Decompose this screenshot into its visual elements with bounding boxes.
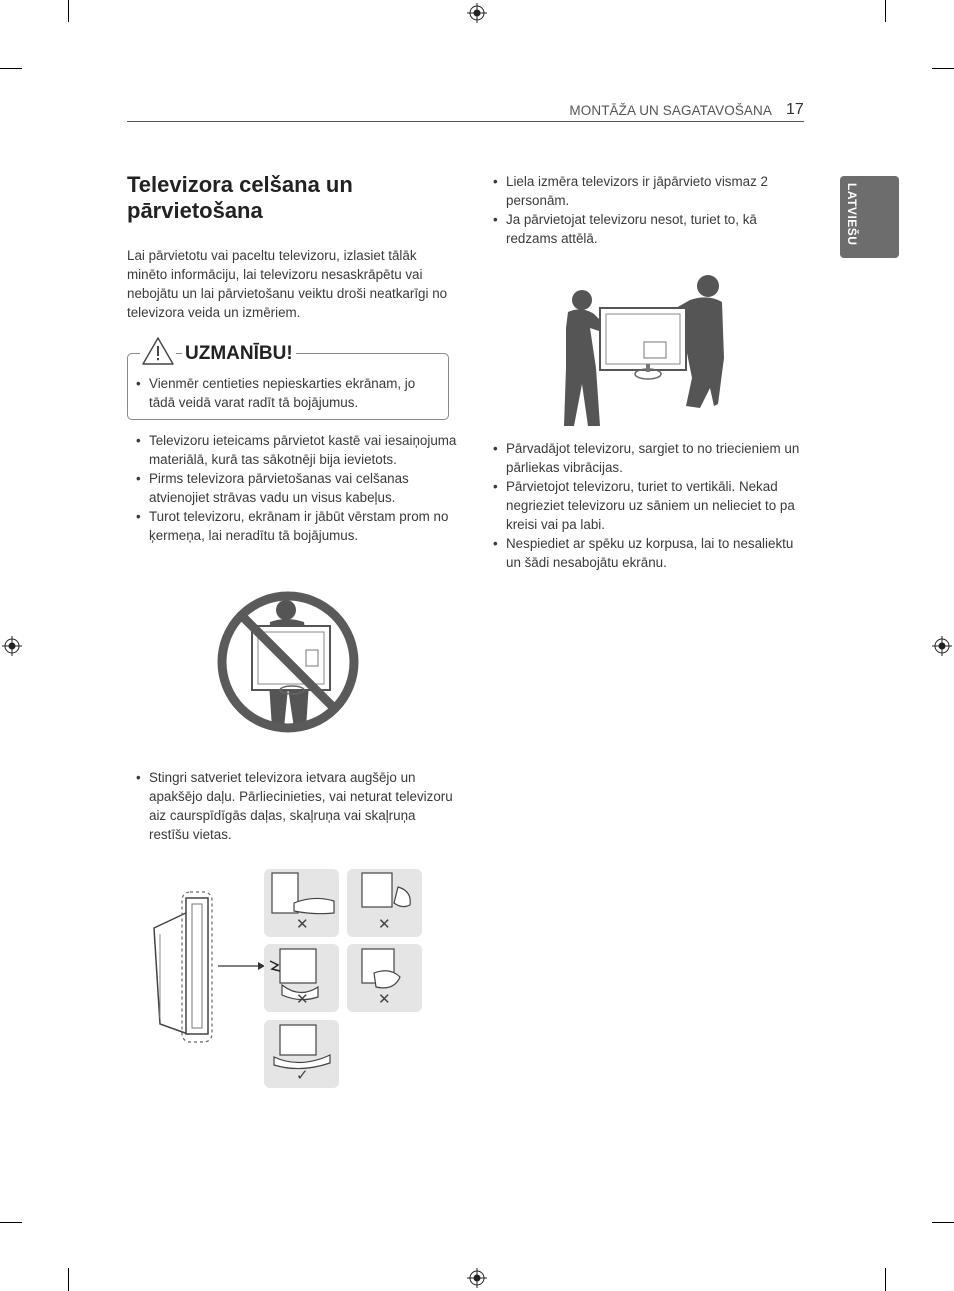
tv-side-view-illustration: [148, 888, 266, 1048]
list-item: • Pārvadājot televizoru, sargiet to no triecieniem un pārliekas vibrācijas.: [493, 441, 800, 475]
bullet-dot: •: [493, 479, 498, 494]
registration-mark-icon: [932, 636, 952, 656]
bullet-dot: •: [493, 174, 498, 189]
two-person-carry-illustration: [560, 268, 728, 430]
bullet-dot: •: [136, 509, 141, 524]
crop-mark: [0, 68, 22, 69]
bullet-dot: •: [136, 433, 141, 448]
crop-mark: [0, 1222, 22, 1223]
running-header: MONTĀŽA UN SAGATAVOŠANA: [569, 103, 772, 118]
registration-mark-icon: [467, 3, 487, 23]
left-bullet-list: [127, 431, 457, 545]
caution-list: [127, 374, 439, 412]
incorrect-mark-icon: ✕: [378, 916, 391, 933]
list-item: • Vienmēr centieties nepieskarties ekrānam, jo tādā veidā varat radīt tā bojājumus.: [136, 376, 416, 410]
bullet-dot: •: [493, 536, 498, 551]
bullet-dot: •: [136, 770, 141, 785]
bullet-dot: •: [136, 376, 141, 391]
incorrect-mark-icon: ✕: [296, 916, 309, 933]
list-item: • Pārvietojot televizoru, turiet to vertikāli. Nekad negrieziet televizoru uz sāniem un nelieciet to pa kreisi vai pa labi.: [493, 479, 795, 532]
caution-title: UZMANĪBU!: [182, 343, 296, 365]
prohibited-carry-illustration: [214, 588, 362, 736]
section-title: Televizora celšana un pārvietošana: [127, 172, 353, 223]
crop-mark: [885, 1268, 886, 1291]
registration-mark-icon: [467, 1268, 487, 1288]
grip-bullet-list: [127, 768, 457, 844]
list-item: • Nespiediet ar spēku uz korpusa, lai to nesaliektu un šādi nesabojātu ekrānu.: [493, 536, 794, 570]
right-bullet-list-bottom: [484, 439, 800, 572]
bullet-dot: •: [493, 441, 498, 456]
crop-mark: [932, 68, 954, 69]
incorrect-mark-icon: ✕: [296, 991, 309, 1008]
correct-mark-icon: ✓: [296, 1067, 309, 1084]
registration-mark-icon: [2, 636, 22, 656]
language-tab-label: LATVIEŠU: [845, 183, 859, 246]
crop-mark: [68, 1268, 69, 1291]
crop-mark: [885, 0, 886, 22]
bullet-dot: •: [136, 471, 141, 486]
grip-hand-illustrations: [264, 869, 424, 1089]
list-item: • Ja pārvietojat televizoru nesot, turiet to, kā redzams attēlā.: [493, 212, 757, 246]
list-item: • Liela izmēra televizors ir jāpārvieto vismaz 2 personām.: [493, 174, 768, 208]
list-item: • Pirms televizora pārvietošanas vai celšanas atvienojiet strāvas vadu un visus kabeļus.: [136, 471, 409, 505]
crop-mark: [932, 1222, 954, 1223]
warning-triangle-icon: [140, 335, 176, 367]
crop-mark: [68, 0, 69, 22]
header-rule: [127, 121, 804, 122]
intro-paragraph: Lai pārvietotu vai paceltu televizoru, izlasiet tālāk minēto informāciju, lai televizoru nesaskrāpētu vai nebojātu un lai pārvietošanu veiktu droši neatkarīgi no televizora veida un izmēriem.: [127, 248, 448, 320]
right-bullet-list-top: [484, 172, 800, 248]
list-item: • Televizoru ieteicams pārvietot kastē vai iesaiņojuma materiālā, kurā tas sākotnēji bija ievietots.: [136, 433, 457, 467]
list-item: • Turot televizoru, ekrānam ir jābūt vērstam prom no ķermeņa, lai neradītu tā bojājumus.: [136, 509, 449, 543]
list-item: • Stingri satveriet televizora ietvara augšējo un apakšējo daļu. Pārliecinieties, vai neturat televizoru aiz caurspīdīgās daļas, skaļruņa vai skaļruņa restīšu vietas.: [136, 770, 453, 842]
page-number: 17: [786, 101, 804, 118]
incorrect-mark-icon: ✕: [378, 991, 391, 1008]
bullet-dot: •: [493, 212, 498, 227]
